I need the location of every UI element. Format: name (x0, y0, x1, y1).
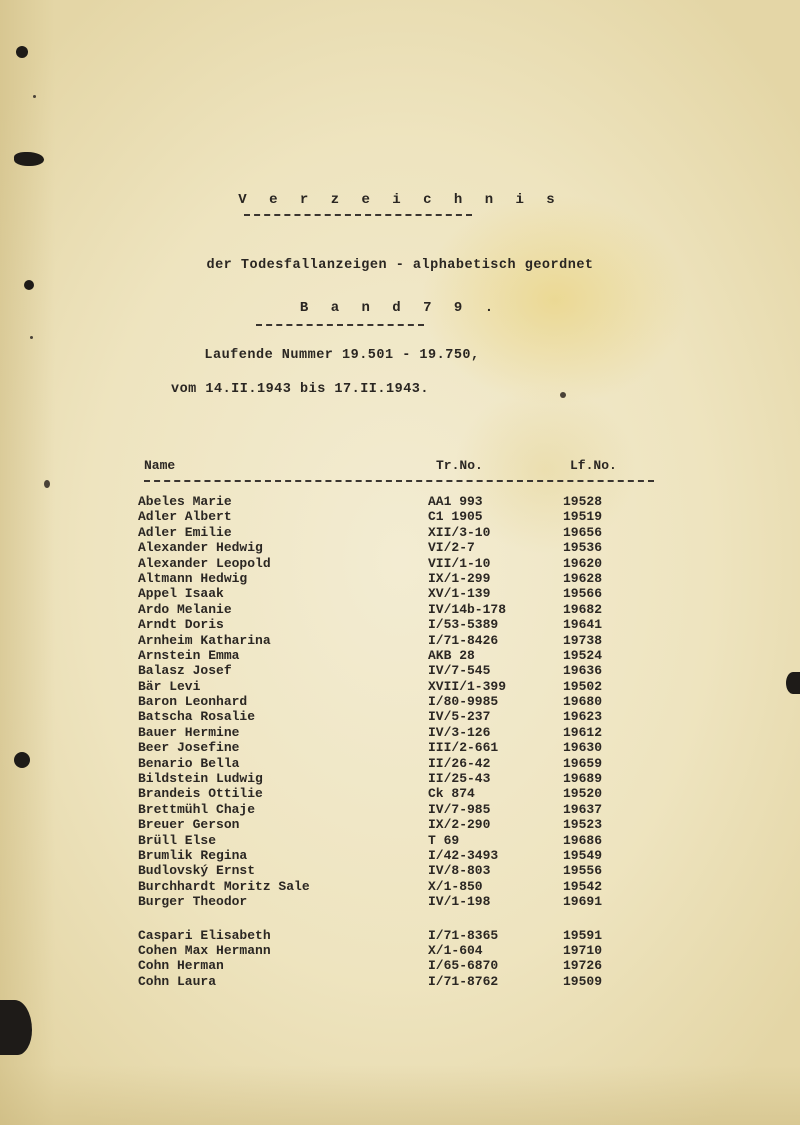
row-name: Alexander Hedwig (138, 540, 263, 556)
row-lf-no: 19628 (563, 570, 603, 586)
header-lf-no: Lf.No. (570, 458, 617, 473)
row-lf-no: 19536 (563, 540, 603, 556)
row-name: Arnstein Emma (138, 647, 240, 663)
row-lf-no: 19636 (563, 663, 603, 679)
header-tr-no: Tr.No. (436, 458, 483, 473)
punch-hole-icon (14, 752, 30, 768)
paper-tear-icon (786, 672, 800, 694)
row-tr-no: IX/1-299 (428, 570, 491, 586)
punch-hole-icon (16, 46, 28, 58)
row-name: Breuer Gerson (138, 817, 240, 833)
row-name: Arnheim Katharina (138, 632, 271, 648)
row-tr-no: I/65-6870 (428, 958, 499, 974)
row-name: Altmann Hedwig (138, 570, 248, 586)
row-lf-no: 19689 (563, 771, 603, 787)
row-lf-no: 19637 (563, 801, 603, 817)
row-tr-no: II/26-42 (428, 755, 491, 771)
row-lf-no: 19502 (563, 678, 603, 694)
table-row (138, 879, 658, 894)
table-row (138, 833, 658, 848)
row-tr-no: AKB 28 (428, 647, 475, 663)
row-lf-no: 19682 (563, 601, 603, 617)
row-name: Caspari Elisabeth (138, 927, 271, 943)
title-underline (244, 214, 472, 216)
row-tr-no: XVII/1-399 (428, 678, 507, 694)
row-tr-no: AA1 993 (428, 494, 483, 509)
table-row (138, 648, 658, 663)
row-tr-no: XV/1-139 (428, 586, 491, 602)
header-underline (144, 480, 654, 482)
table-row (138, 756, 658, 771)
row-name: Budlovský Ernst (138, 863, 256, 879)
row-lf-no: 19523 (563, 817, 603, 833)
row-tr-no: IV/7-545 (428, 663, 491, 679)
row-tr-no: IX/2-290 (428, 817, 491, 833)
row-tr-no: I/80-9985 (428, 694, 499, 710)
row-tr-no: C1 1905 (428, 509, 483, 525)
row-lf-no: 19591 (563, 927, 603, 943)
row-name: Cohn Herman (138, 958, 224, 974)
table-row (138, 617, 658, 632)
row-tr-no: Ck 874 (428, 786, 475, 802)
band-underline (256, 324, 424, 326)
row-name: Brettmühl Chaje (138, 801, 256, 817)
table-row (138, 709, 658, 724)
row-lf-no: 19549 (563, 847, 603, 863)
table-row (138, 725, 658, 740)
row-name: Arndt Doris (138, 617, 224, 633)
row-name: Cohn Laura (138, 973, 217, 989)
row-lf-no: 19542 (563, 878, 603, 894)
table-row (138, 571, 658, 586)
row-name: Brüll Else (138, 832, 217, 848)
table-row (138, 771, 658, 786)
table-row (138, 974, 658, 989)
header-name: Name (144, 458, 176, 473)
row-gap (138, 910, 658, 928)
row-lf-no: 19691 (563, 894, 603, 910)
row-name: Beer Josefine (138, 740, 240, 756)
table-row (138, 586, 658, 601)
document-title: V e r z e i c h n i s (238, 192, 562, 208)
row-lf-no: 19519 (563, 509, 603, 525)
row-tr-no: X/1-604 (428, 942, 483, 958)
row-name: Bauer Hermine (138, 724, 240, 740)
date-range: vom 14.II.1943 bis 17.II.1943. (170, 382, 430, 397)
row-lf-no: 19524 (563, 647, 603, 663)
table-row (138, 694, 658, 709)
row-lf-no: 19612 (563, 724, 603, 740)
row-name: Baron Leonhard (138, 694, 248, 710)
table-row (138, 540, 658, 555)
table-row (138, 679, 658, 694)
table-row (138, 740, 658, 755)
document-subtitle: der Todesfallanzeigen - alphabetisch geordnet (206, 258, 594, 273)
row-name: Batscha Rosalie (138, 709, 256, 725)
row-lf-no: 19726 (563, 958, 603, 974)
row-lf-no: 19641 (563, 617, 603, 633)
table-row (138, 943, 658, 958)
row-name: Brandeis Ottilie (138, 786, 263, 802)
row-tr-no: XII/3-10 (428, 524, 491, 540)
row-name: Balasz Josef (138, 663, 232, 679)
aged-edge-left (0, 0, 55, 1125)
table-row (138, 556, 658, 571)
row-name: Cohen Max Hermann (138, 942, 271, 958)
row-tr-no: I/71-8762 (428, 973, 499, 989)
row-tr-no: IV/3-126 (428, 724, 491, 740)
row-tr-no: T 69 (428, 832, 460, 848)
row-tr-no: IV/8-803 (428, 863, 491, 879)
table-row (138, 633, 658, 648)
table-row (138, 509, 658, 524)
row-tr-no: II/25-43 (428, 771, 491, 787)
paper-tear-icon (14, 152, 44, 166)
row-tr-no: IV/5-237 (428, 709, 491, 725)
row-tr-no: VII/1-10 (428, 555, 491, 571)
aged-edge-bottom (0, 1065, 800, 1125)
row-lf-no: 19659 (563, 755, 603, 771)
row-name: Bildstein Ludwig (138, 771, 263, 787)
table-row (138, 525, 658, 540)
number-range: Laufende Nummer 19.501 - 19.750, (204, 348, 480, 363)
row-lf-no: 19556 (563, 863, 603, 879)
row-lf-no: 19520 (563, 786, 603, 802)
row-tr-no: X/1-850 (428, 878, 483, 894)
row-name: Adler Emilie (138, 524, 232, 540)
row-name: Ardo Melanie (138, 601, 232, 617)
row-tr-no: IV/14b-178 (428, 601, 507, 617)
row-lf-no: 19686 (563, 832, 603, 848)
table-row (138, 663, 658, 678)
row-lf-no: 19566 (563, 586, 603, 602)
table-row (138, 494, 658, 509)
row-name: Burger Theodor (138, 894, 248, 910)
row-tr-no: VI/2-7 (428, 540, 475, 556)
table-row (138, 894, 658, 909)
row-tr-no: I/53-5389 (428, 617, 499, 633)
row-lf-no: 19623 (563, 709, 603, 725)
row-tr-no: IV/7-985 (428, 801, 491, 817)
row-lf-no: 19656 (563, 524, 603, 540)
row-lf-no: 19738 (563, 632, 603, 648)
row-lf-no: 19528 (563, 494, 603, 509)
row-tr-no: III/2-661 (428, 740, 499, 756)
table-body (138, 494, 658, 989)
table-row (138, 863, 658, 878)
band-label: B a n d 7 9 . (299, 300, 501, 316)
table-row (138, 958, 658, 973)
punch-hole-icon (24, 280, 34, 290)
row-name: Burchhardt Moritz Sale (138, 878, 310, 894)
table-row (138, 802, 658, 817)
row-tr-no: I/42-3493 (428, 847, 499, 863)
row-lf-no: 19620 (563, 555, 603, 571)
row-lf-no: 19710 (563, 942, 603, 958)
table-row (138, 786, 658, 801)
row-name: Adler Albert (138, 509, 232, 525)
row-name: Alexander Leopold (138, 555, 271, 571)
row-name: Abeles Marie (138, 494, 232, 509)
row-tr-no: IV/1-198 (428, 894, 491, 910)
row-tr-no: I/71-8365 (428, 927, 499, 943)
row-lf-no: 19509 (563, 973, 603, 989)
row-name: Bär Levi (138, 678, 201, 694)
table-row (138, 817, 658, 832)
row-lf-no: 19630 (563, 740, 603, 756)
table-row (138, 602, 658, 617)
table-row (138, 848, 658, 863)
row-lf-no: 19680 (563, 694, 603, 710)
row-tr-no: I/71-8426 (428, 632, 499, 648)
table-row (138, 928, 658, 943)
row-name: Benario Bella (138, 755, 240, 771)
row-name: Brumlik Regina (138, 847, 248, 863)
row-name: Appel Isaak (138, 586, 224, 602)
